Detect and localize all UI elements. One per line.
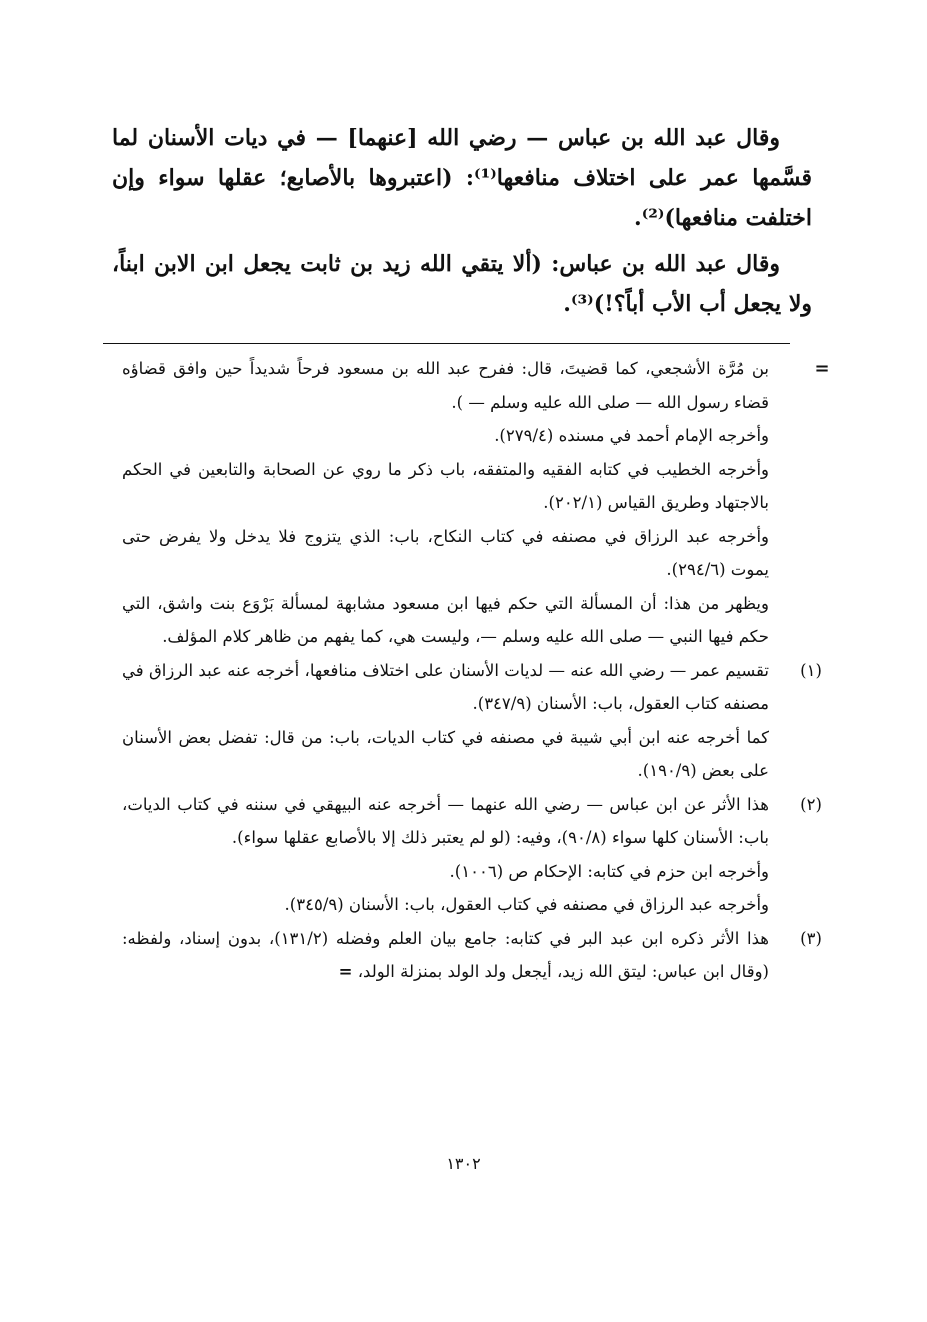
main-paragraph: وقال عبد الله بن عباس: (ألا يتقي الله زيد بن ثابت يجعل ابن الابن ابناً، ولا يجعل أب الأب أباً؟!)⁽³⁾.: [112, 251, 812, 317]
footnote-marker: (٢): [800, 794, 822, 814]
footnote-marker: (٣): [800, 928, 822, 948]
footnote-2: [122, 788, 822, 922]
footnote-line: وأخرجه الإمام أحمد في مسنده (٢٧٩/٤).: [494, 426, 769, 445]
footnote-line: وأخرجه ابن حزم في كتابه: الإحكام ص (١٠٠٦).: [449, 861, 769, 881]
footnotes-section: [122, 352, 830, 989]
footnote-continuation: [122, 352, 830, 654]
footnote-line: ويظهر من هذا: أن المسألة التي حكم فيها ابن مسعود مشابهة لمسألة بَرْوَع بنت واشق، التي حكم فيها النبي — صلى الله عليه وسلم —، وليست هي، كما يفهم من ظاهر كلام المؤلف.: [122, 593, 769, 646]
continuation-marker: =: [814, 358, 830, 379]
main-text: [112, 118, 812, 330]
footnote-line: بن مُرَّة الأشجعي، كما قضيتَ، قال: ففرح عبد الله بن مسعود فرحاً شديداً حين وافق قضاؤه قضاء رسول الله — صلى الله عليه وسلم — ).: [122, 359, 769, 412]
footnote-line: هذا الأثر عن ابن عباس — رضي الله عنهما — أخرجه عنه البيهقي في سننه في كتاب الديات، باب: الأسنان كلها سواء (٩٠/٨)، وفيه: (لو لم يعتبر ذلك إلا بالأصابع عقلها سواء).: [122, 794, 769, 847]
footnote-line: تقسيم عمر — رضي الله عنه — لديات الأسنان على اختلاف منافعها، أخرجه عنه عبد الرزاق في مصنفه كتاب العقول، باب: الأسنان (٣٤٧/٩).: [122, 660, 769, 713]
footnote-line: وأخرجه عبد الرزاق في مصنفه في كتاب النكاح، باب: الذي يتزوج فلا يدخل ولا يفرض حتى يموت (٢٩٤/٦).: [122, 526, 769, 579]
footnote-divider: [103, 343, 790, 344]
footnote-line-with-trailer: [122, 922, 769, 989]
page-number: ١٣٠٢: [446, 1154, 481, 1173]
footnote-line: وأخرجه عبد الرزاق في مصنفه في كتاب العقول، باب: الأسنان (٣٤٥/٩).: [284, 895, 769, 914]
footnote-line: كما أخرجه عنه ابن أبي شيبة في مصنفه في كتاب الديات، باب: من قال: تفضل بعض الأسنان على بعض (١٩٠/٩).: [122, 727, 769, 780]
footnote-3: [122, 922, 822, 989]
footnote-marker: (١): [800, 660, 822, 680]
continuation-marker: =: [338, 962, 353, 981]
footnote-1: [122, 654, 822, 788]
main-paragraph: وقال عبد الله بن عباس — رضي الله [عنهما] — في ديات الأسنان لما قسَّمها عمر على اختلاف منافعها⁽¹⁾: (اعتبروها بالأصابع؛ عقلها سواء وإن اختلفت منافعها)⁽²⁾.: [112, 125, 812, 231]
footnote-line: هذا الأثر ذكره ابن عبد البر في كتابه: جامع بيان العلم وفضله (١٣١/٢)، بدون إسناد، ولفظه: (وقال ابن عباس: ليتق الله زيد، أيجعل ولد الولد بمنزلة الولد،: [122, 928, 769, 981]
footnote-line: وأخرجه الخطيب في كتابه الفقيه والمتفقه، باب ذكر ما روي عن الصحابة والتابعين في الحكم بالاجتهاد وطريق القياس (٢٠٢/١).: [122, 459, 769, 512]
